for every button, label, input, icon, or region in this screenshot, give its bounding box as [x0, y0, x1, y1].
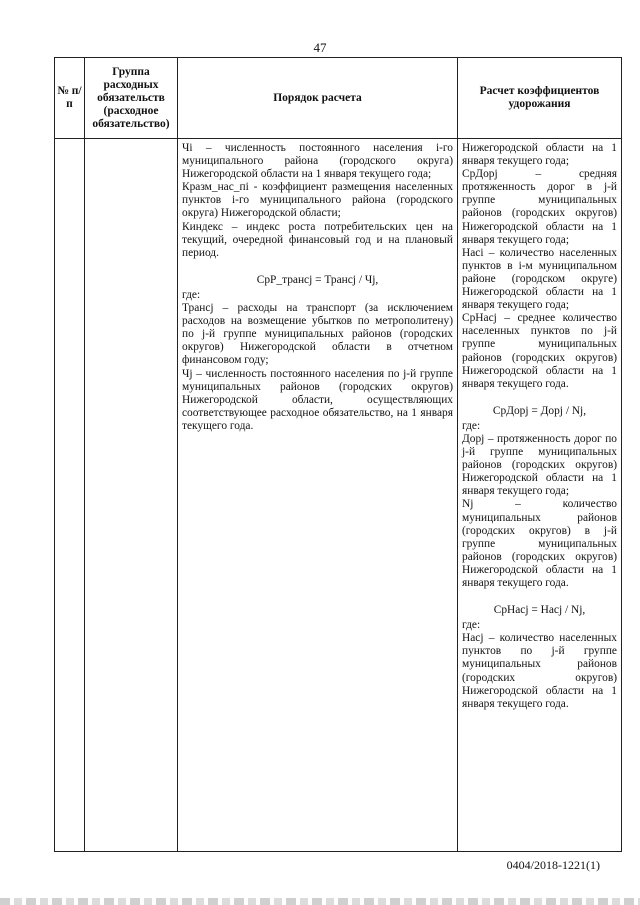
order-where-label: где:	[182, 288, 201, 301]
order-definition-krazm: Кразм_нас_пi - коэффициент размещения населенных пунктов i-го муниципального района (городского округа) Нижегородской области;	[182, 181, 453, 220]
table-row	[55, 139, 622, 852]
order-definition-kindeks: Киндекс – индекс роста потребительских цен на текущий, очередной финансовый год и на плановый период.	[182, 220, 453, 259]
coef-definition-nasj: Насj – количество населенных пунктов по j-й группе муниципальных районов (городских округов) Нижегородской области на 1 января текущего года.	[462, 632, 617, 710]
coef-definition-nasi: Насi – количество населенных пунктов в i-м муниципальном районе (городском округе) Нижегородской области на 1 января текущего года;	[462, 246, 617, 312]
coef-formula-srdor: СрДорj = Дорj / Nj,	[492, 404, 587, 417]
order-definition-trans: Трансj – расходы на транспорт (за исключением расходов на возмещение убытков по метрополитену) по j-й группе муниципальных районов (городских округов) Нижегородской области в отчетном финансовом году;	[182, 302, 453, 367]
header-calculation-order: Порядок расчета	[178, 58, 458, 139]
coef-where-label-1: где:	[462, 419, 481, 432]
cell-calculation-order	[178, 139, 458, 852]
coef-where-label-2: где:	[462, 619, 481, 632]
document-code: 0404/2018-1221(1)	[506, 858, 600, 872]
header-cost-coefficients: Расчет коэффициентов удорожания	[458, 58, 622, 139]
coef-definition-dorj: Дорj – протяженность дорог по j-й группе муниципальных районов (городских округов) Нижегородской области на 1 января текущего года;	[462, 432, 617, 498]
cell-cost-coefficients	[458, 139, 622, 852]
order-definition-chj: Чj – численность постоянного населения по j-й группе муниципальных районов (городских округов) Нижегородской области, осуществляющих соответствующее расходное обязательство, на 1 января текущего года.	[182, 367, 453, 432]
order-formula-transport: СрР_трансj = Трансj / Чj,	[256, 273, 379, 286]
page-number: 47	[313, 40, 327, 55]
header-obligation-group: Группа расходных обязательств (расходное обязательство)	[85, 58, 178, 139]
coef-formula-srnas: СрНасj = Насj / Nj,	[493, 604, 586, 617]
header-number: № п/п	[55, 58, 85, 139]
order-definition-chi: Чi – численность постоянного населения i-го муниципального района (городского округа) Нижегородской области на 1 января текущего года;	[182, 142, 453, 181]
cell-number	[55, 139, 85, 852]
coef-definition-nj: Nj – количество муниципальных районов (городских округов) в j-й группе муниципальных районов (городских округов) Нижегородской области на 1 января текущего года.	[462, 498, 617, 589]
coef-definition-srnas: СрНасj – среднее количество населенных пунктов по j-й группе муниципальных районов (городских округов) Нижегородской области на 1 января текущего года.	[462, 312, 617, 390]
table-header-row	[55, 58, 622, 139]
cell-obligation-group	[85, 139, 178, 852]
calculation-table	[54, 57, 622, 852]
scan-edge-artifact	[0, 898, 640, 905]
coef-definition-srdor: СрДорj – средняя протяженность дорог в j-й группе муниципальных районов (городских округов) Нижегородской области на 1 января текущего года;	[462, 168, 617, 246]
coef-continuation: Нижегородской области на 1 января текущего года;	[462, 142, 617, 168]
